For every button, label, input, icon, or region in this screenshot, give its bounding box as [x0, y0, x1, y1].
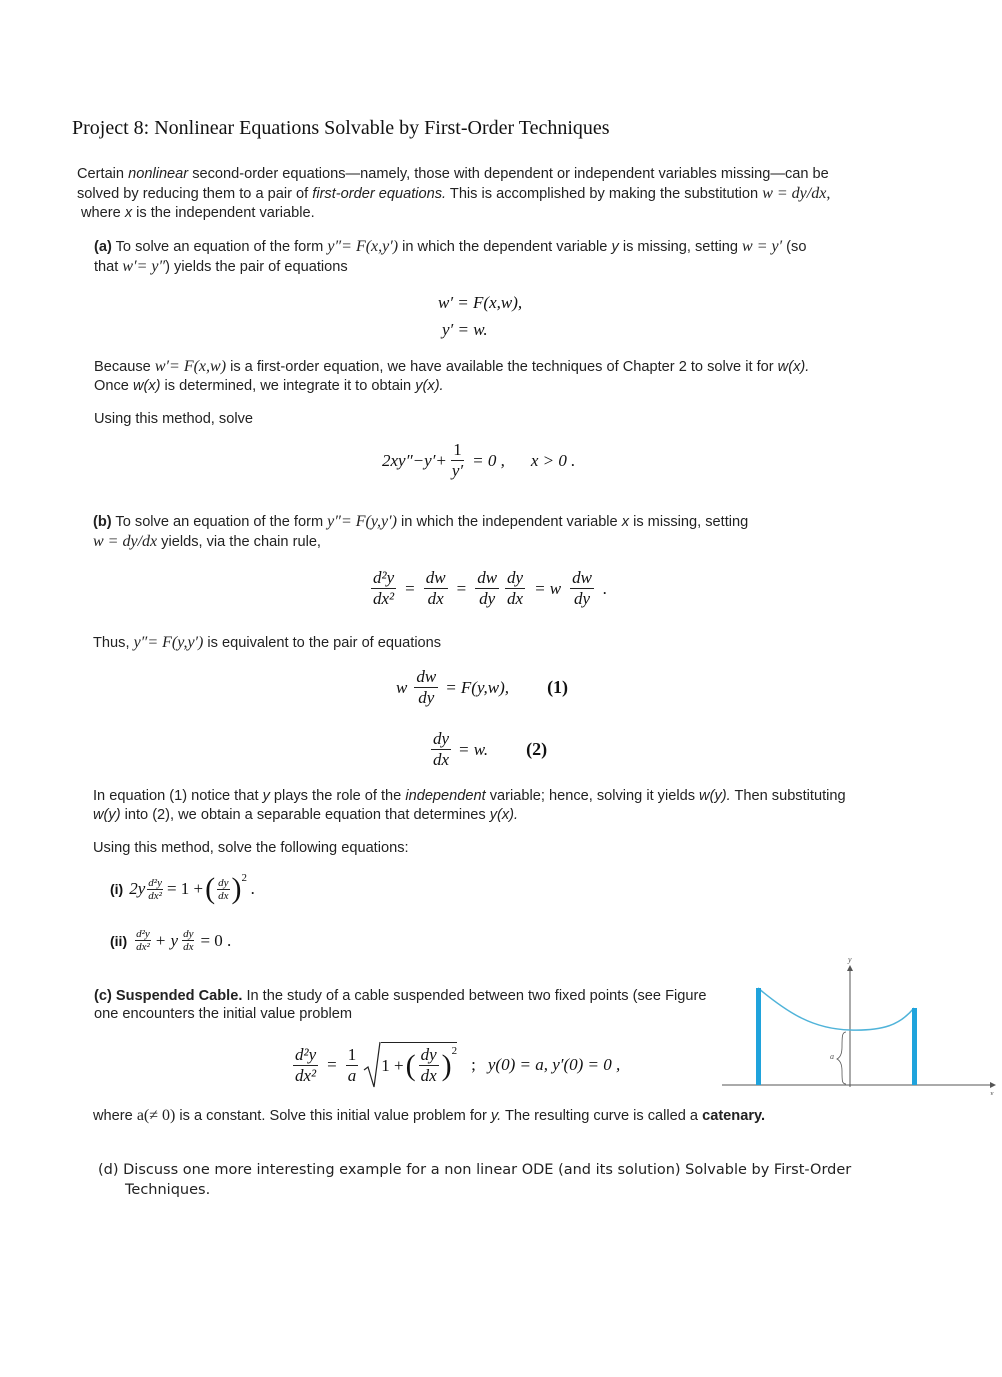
equation-ii: (ii) $\frac{\text{d²y}}{\text{dx²}}$ + y $\frac{dy}{dx}$ = 0 .	[110, 928, 232, 953]
part-a-intro	[94, 237, 914, 277]
part-b-using: Using this method, solve the following equations:	[93, 840, 409, 856]
x-axis-arrow	[990, 1082, 996, 1088]
system-equation-1: w $\frac{dw}{dy}$ = F(y,w), (1)	[396, 667, 569, 707]
intro-line-1: Certain nonlinear second-order equations—namely, those with dependent or independent variables missing—can be	[77, 166, 829, 182]
part-b-p-line-2: w(y) into (2), we obtain a separable equation that determines y(x).	[93, 807, 519, 823]
part-d-line-1: (d) Discuss one more interesting example for a non linear ODE (and its solution) Solvable by First-Order	[98, 1162, 852, 1178]
part-b-line-2: w = dy/dx yields, via the chain rule,	[93, 533, 321, 550]
part-b-intro	[93, 512, 913, 552]
ode-fraction: $\frac{1}{y'}$	[451, 440, 464, 480]
chain-rule-equation: $\frac{\text{d²y}}{\text{dx²}}$ = $\frac{dw}{dx}$ = $\frac{dw}{dy}$ $\frac{dy}{dx}$ = w $\frac{dw}{dy}$ .	[373, 568, 608, 608]
part-b-line-1: (b) To solve an equation of the form y″= F(y,y′) in which the independent variable x is missing, setting	[93, 513, 749, 530]
x-axis-label: x	[990, 1089, 994, 1095]
part-d	[98, 1160, 878, 1200]
part-c-line-1: (c) Suspended Cable. In the study of a cable suspended between two fixed points (see Figure	[94, 988, 707, 1004]
catenary-figure	[718, 955, 998, 1095]
part-c-intro	[94, 987, 724, 1023]
intro-line-2: solved by reducing them to a pair of first-order equations. This is accomplished by making the substitution w = dy/dx,	[77, 185, 831, 202]
y-axis-arrow	[847, 965, 853, 971]
part-b-p-line-1: In equation (1) notice that y plays the role of the independent variable; hence, solving it yields w(y). Then substituting	[93, 788, 846, 804]
right-pole	[912, 1008, 917, 1085]
part-a-system-eq1: w′ = F(x,w),	[438, 293, 523, 312]
intro-line-3: where x is the independent variable.	[81, 205, 315, 221]
system-equation-2: $\frac{dy}{dx}$ = w. (2)	[433, 729, 548, 769]
part-a-system-eq2: y′ = w.	[442, 320, 488, 339]
part-a-p2-line-2: Once w(x) is determined, we integrate it to obtain y(x).	[94, 378, 444, 394]
y-axis-label: y	[848, 955, 852, 964]
page-title: Project 8: Nonlinear Equations Solvable by First-Order Techniques	[72, 117, 610, 139]
part-a-line-2: that w′= y″) yields the pair of equations	[94, 258, 348, 275]
part-a-paragraph-2	[94, 357, 914, 396]
left-pole	[756, 988, 761, 1085]
part-a-line-1: (a) To solve an equation of the form y″= F(x,y′) in which the dependent variable y is missing, setting w = y′ (so	[94, 238, 807, 255]
height-label-a: a	[830, 1052, 834, 1061]
radical-sign	[363, 1040, 381, 1090]
part-b-paragraph	[93, 787, 933, 825]
height-brace	[837, 1032, 846, 1084]
part-b-thus: Thus, y″= F(y,y′) is equivalent to the pair of equations	[93, 634, 442, 651]
catenary-ivp: $\frac{\text{d²y}}{\text{dx²}}$ = $\frac{1}{a}$ 1 + ( $\frac{dy}{dx}$ ) 2 ; y(0) = a, y′(0) = 0 ,	[290, 1040, 620, 1090]
part-a-using: Using this method, solve	[94, 411, 253, 427]
part-c-line-2: one encounters the initial value problem	[94, 1006, 352, 1022]
part-d-line-2: Techniques.	[125, 1182, 211, 1198]
equation-i: (i) 2y $\frac{\text{d²y}}{\text{dx²}}$ = 1 + ( $\frac{dy}{dx}$ ) 2 .	[110, 872, 256, 905]
cable-curve	[758, 988, 914, 1030]
part-a-ode: 2xy″−y′+ $\frac{1}{y'}$ = 0 , x > 0 .	[382, 440, 576, 480]
intro-paragraph	[77, 165, 917, 223]
part-c-where: where a(≠ 0) is a constant. Solve this initial value problem for y. The resulting curve is called a catenary.	[93, 1107, 766, 1124]
part-a-p2-line-1: Because w′= F(x,w) is a first-order equation, we have available the techniques of Chapter 2 to solve it for w(x).	[94, 358, 810, 375]
